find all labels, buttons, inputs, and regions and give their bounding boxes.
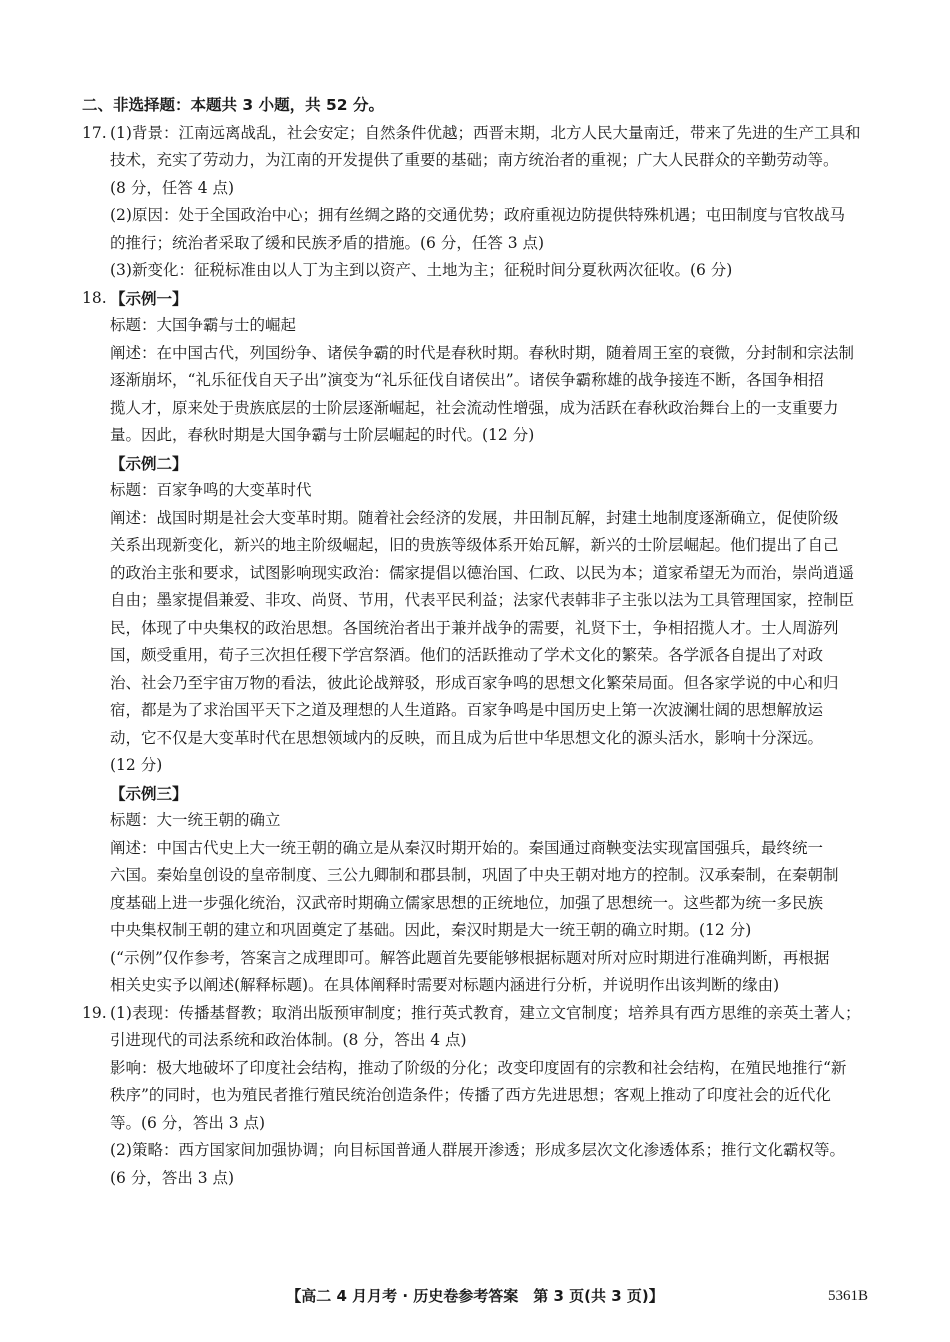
question-18 — [82, 285, 872, 1000]
answer-line: (2)策略：西方国家间加强协调；向目标国普通人群展开渗透；形成多层次文化渗透体系；推行文化霸权等。 — [110, 1141, 845, 1159]
example-title: 标题：百家争鸣的大变革时代 — [110, 481, 312, 499]
page-footer — [0, 1286, 950, 1306]
answer-line: 揽人才，原来处于贵族底层的士阶层逐渐崛起，社会流动性增强，成为活跃在春秋政治舞台上的一支重要力 — [110, 398, 839, 417]
answer-line: 等。(6 分，答出 3 点) — [110, 1113, 266, 1132]
footer-title: 【高二 4 月月考 · 历史卷参考答案 第 3 页(共 3 页)】 — [286, 1287, 664, 1305]
answer-line: 逐渐崩坏，“礼乐征伐自天子出”演变为“礼乐征伐自诸侯出”。诸侯争霸称雄的战争接连不断，各国争相招 — [110, 371, 824, 389]
answer-line: 阐述：在中国古代，列国纷争、诸侯争霸的时代是春秋时期。春秋时期，随着周王室的衰微，分封制和宗法制 — [110, 343, 855, 362]
answer-line: 中央集权制王朝的建立和巩固奠定了基础。因此，秦汉时期是大一统王朝的确立时期。(12 分) — [110, 921, 752, 939]
grading-note: 相关史实予以阐述(解释标题)。在具体阐释时需要对标题内涵进行分析，并说明作出该判断的缘由) — [110, 976, 780, 994]
answer-line: (2)原因：处于全国政治中心；拥有丝绸之路的交通优势；政府重视边防提供特殊机遇；屯田制度与官牧战马 — [110, 206, 845, 224]
answer-line: 动，它不仅是大变革时代在思想领域内的反映，而且成为后世中华思想文化的源头活水，影响十分深远。 — [110, 728, 824, 747]
answer-line: 度基础上进一步强化统治，汉武帝时期确立儒家思想的正统地位，加强了思想统一。这些都为统一多民族 — [110, 893, 824, 912]
answer-line: 引进现代的司法系统和政治体制。(8 分，答出 4 点) — [110, 1031, 467, 1049]
answer-line: 宿，都是为了求治国平天下之道及理想的人生道路。百家争鸣是中国历史上第一次波澜壮阔的思想解放运 — [110, 701, 824, 719]
answer-line: 治、社会乃至宇宙万物的看法，彼此论战辩驳，形成百家争鸣的思想文化繁荣局面。但各家学说的中心和归 — [110, 673, 839, 692]
section-title: 二、非选择题：本题共 3 小题，共 52 分。 — [82, 96, 384, 114]
answer-line: (1)背景：江南远离战乱，社会安定；自然条件优越；西晋末期，北方人民大量南迁，带来了先进的生产工具和 — [110, 123, 861, 142]
answer-line: (12 分) — [110, 756, 163, 774]
answer-line: 的推行；统治者采取了缓和民族矛盾的措施。(6 分，任答 3 点) — [110, 233, 545, 252]
question-number: 18. — [82, 288, 107, 307]
answer-line: 自由；墨家提倡兼爱、非攻、尚贤、节用，代表平民利益；法家代表韩非子主张以法为工具管理国家，控制臣 — [110, 591, 855, 609]
answer-line: (8 分，任答 4 点) — [110, 178, 235, 197]
answer-line: 秩序”的同时，也为殖民者推行殖民统治创造条件；传播了西方先进思想；客观上推动了印度社会的近代化 — [110, 1086, 831, 1104]
answer-line: 关系出现新变化，新兴的地主阶级崛起，旧的贵族等级体系开始瓦解，新兴的士阶层崛起。他们提出了自己 — [110, 536, 839, 554]
answer-line: 的政治主张和要求，试图影响现实政治：儒家提倡以德治国、仁政、以民为本；道家希望无为而治，崇尚逍遥 — [110, 563, 855, 582]
question-19 — [82, 1000, 872, 1193]
question-17 — [82, 120, 872, 285]
example-title: 标题：大一统王朝的确立 — [110, 811, 281, 829]
answer-line: (6 分，答出 3 点) — [110, 1168, 235, 1187]
answer-line: (3)新变化：征税标准由以人丁为主到以资产、土地为主；征税时间分夏秋两次征收。(6 分) — [110, 261, 733, 279]
answer-line: 六国。秦始皇创设的皇帝制度、三公九卿制和郡县制，巩固了中央王朝对地方的控制。汉承秦制，在秦朝制 — [110, 866, 839, 884]
answer-line: 技术，充实了劳动力，为江南的开发提供了重要的基础；南方统治者的重视；广大人民群众的辛勤劳动等。 — [110, 151, 839, 169]
answer-line: 民，体现了中央集权的政治思想。各国统治者出于兼并战争的需要，礼贤下士，争相招揽人才。士人周游列 — [110, 618, 839, 637]
example-title: 标题：大国争霸与士的崛起 — [110, 316, 297, 334]
example-label: 【示例一】 — [110, 288, 188, 308]
answer-line: 国，颇受重用，荀子三次担任稷下学宫祭酒。他们的活跃推动了学术文化的繁荣。各学派各自提出了对政 — [110, 646, 824, 664]
question-number: 19. — [82, 1003, 107, 1022]
answer-line: 影响：极大地破坏了印度社会结构，推动了阶级的分化；改变印度固有的宗教和社会结构，在殖民地推行“新 — [110, 1058, 847, 1077]
answer-line: 阐述：战国时期是社会大变革时期。随着社会经济的发展，井田制瓦解，封建土地制度逐渐确立，促使阶级 — [110, 508, 839, 527]
answer-key-page — [82, 92, 872, 1192]
paper-code: 5361B — [827, 1288, 868, 1304]
answer-line: 阐述：中国古代史上大一统王朝的确立是从秦汉时期开始的。秦国通过商鞅变法实现富国强兵，最终统一 — [110, 838, 824, 857]
answer-line: (1)表现：传播基督教；取消出版预审制度；推行英式教育，建立文官制度；培养具有西方思维的亲英土著人； — [110, 1003, 861, 1022]
grading-note: (“示例”仅作参考，答案言之成理即可。解答此题首先要能够根据标题对所对应时期进行准确判断，再根据 — [110, 948, 830, 967]
question-number: 17. — [82, 123, 107, 142]
example-label: 【示例二】 — [110, 453, 188, 473]
answer-line: 量。因此，春秋时期是大国争霸与士阶层崛起的时代。(12 分) — [110, 426, 535, 444]
example-label: 【示例三】 — [110, 783, 188, 803]
